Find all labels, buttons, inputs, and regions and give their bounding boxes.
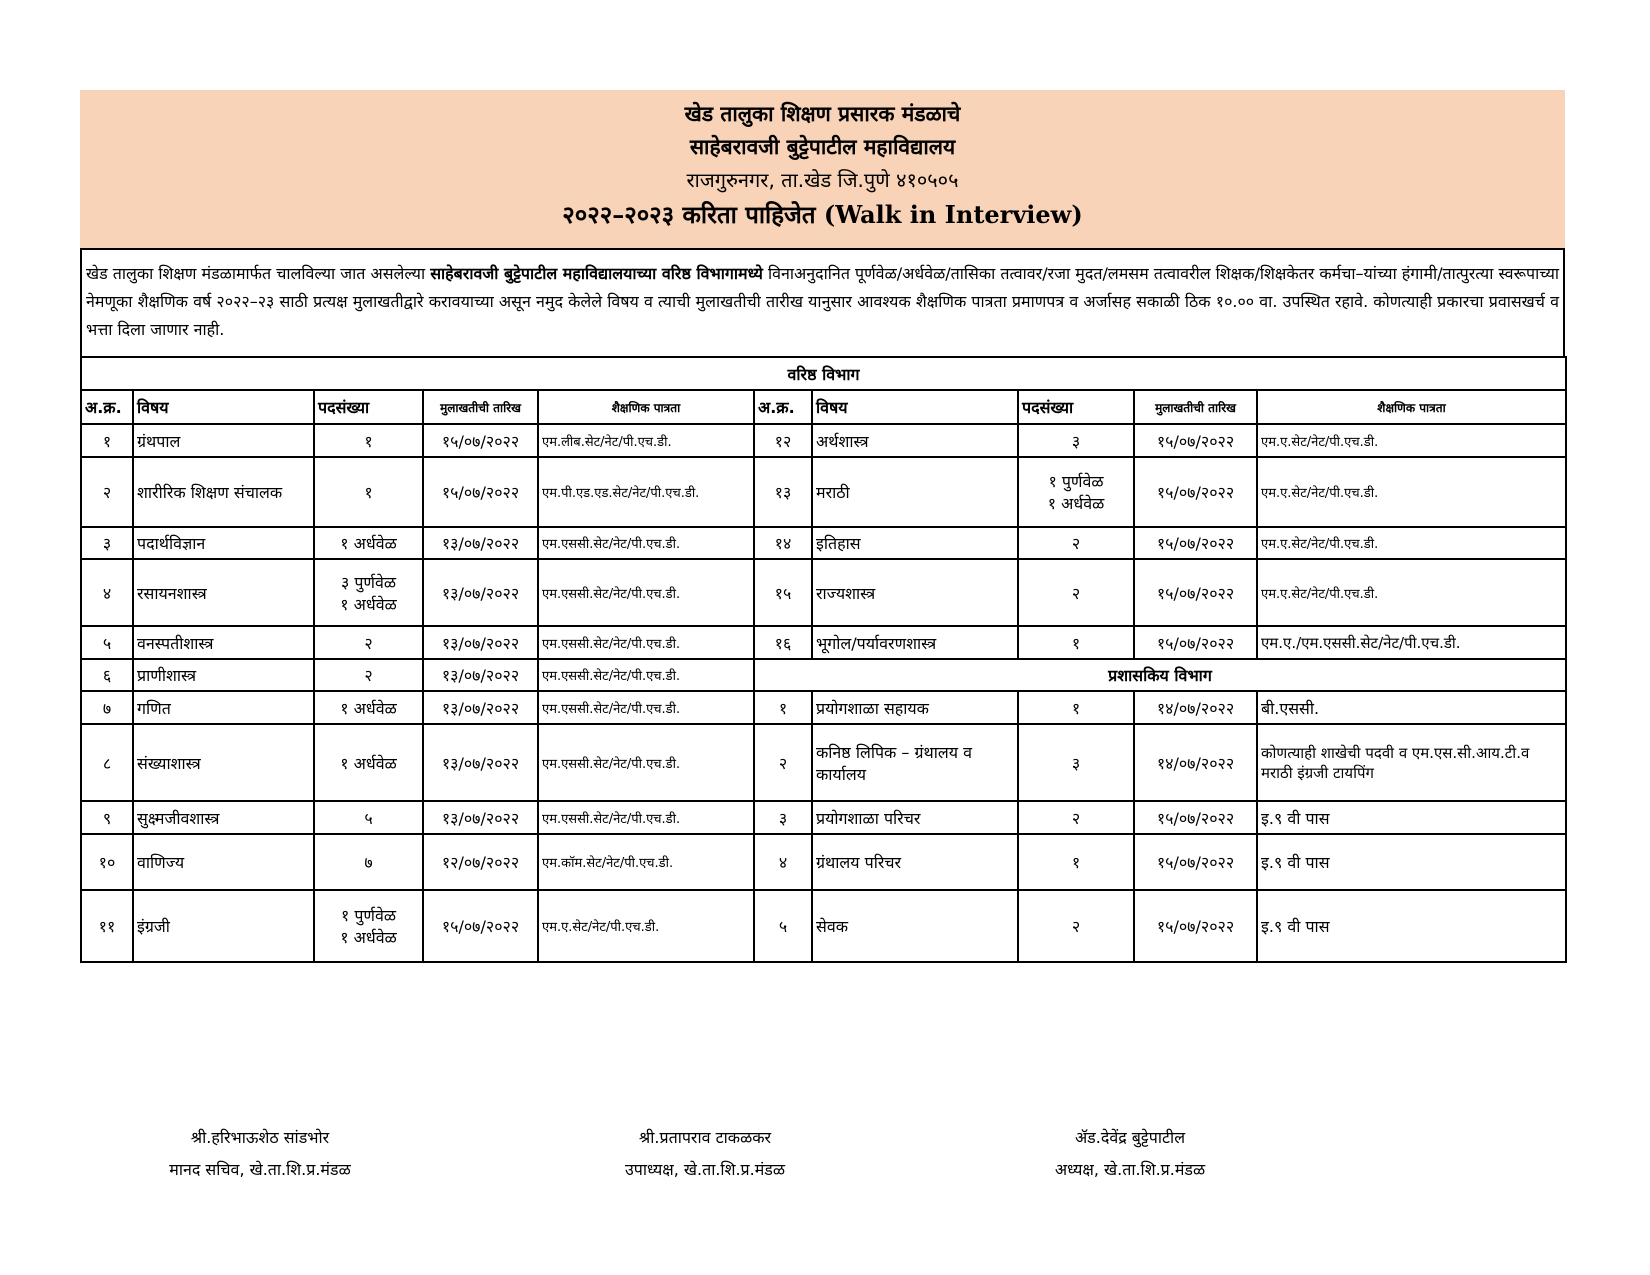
subject-cell: गणित xyxy=(133,691,314,724)
signature-block-secretary xyxy=(135,1122,385,1186)
date-cell: १५/०७/२०२२ xyxy=(423,457,538,527)
date-cell: १२/०७/२०२२ xyxy=(423,834,538,890)
intro-text-2: विनाअनुदानित पूर्णवेळ/अर्धवेळ/तासिका तत्वावर/रजा मुदत/लमसम तत्वावरील शिक्षक/शिक्षकेतर कर्मचा–यांच्या हंगामी/तात्पुरत्या स्वरूपाच्या नेमणूका शैक्षणिक वर्ष २०२२–२३ साठी प्रत्यक्ष मुलाखतीद्वारे करावयाच्या असून नमुद केलेले विषय व त्याची मुलाखतीची तारीख यानुसार आवश्यक शैक्षणिक पात्रता प्रमाणपत्र व अर्जासह सकाळी ठिक १०.०० वा. उपस्थित रहावे. कोणत्याही प्रकारचा प्रवासखर्च व भत्ता दिला जाणार नाही. xyxy=(86,264,1559,339)
posts-cell: १ xyxy=(314,457,423,527)
posts-cell: ३ xyxy=(1018,424,1134,457)
posts-line: १ अर्धवेळ xyxy=(340,594,397,614)
col-header-sr: अ.क्र. xyxy=(81,390,133,424)
qualification-cell: एम.पी.एड.एड.सेट/नेट/पी.एच.डी. xyxy=(538,457,754,527)
qualification-cell: एम.एससी.सेट/नेट/पी.एच.डी. xyxy=(538,691,754,724)
subject-cell: रसायनशास्त्र xyxy=(133,559,314,626)
posts-cell: १ xyxy=(314,424,423,457)
date-cell: १३/०७/२०२२ xyxy=(423,691,538,724)
serial-cell: ८ xyxy=(81,724,133,801)
qualification-cell: एम.लीब.सेट/नेट/पी.एच.डी. xyxy=(538,424,754,457)
qualification-cell: एम.एससी.सेट/नेट/पी.एच.डी. xyxy=(538,659,754,691)
table-row xyxy=(81,559,1566,626)
serial-cell: ७ xyxy=(81,691,133,724)
signatory-name: ॲड.देवेंद्र बुट्टेपाटील xyxy=(1074,1128,1186,1147)
date-cell: १५/०७/२०२२ xyxy=(423,424,538,457)
qualification-cell: एम.एससी.सेट/नेट/पी.एच.डी. xyxy=(538,724,754,801)
subject-cell: वाणिज्य xyxy=(133,834,314,890)
qualification-cell: एम.एससी.सेट/नेट/पी.एच.डी. xyxy=(538,559,754,626)
posts-cell: १ xyxy=(1018,626,1134,659)
serial-cell: १६ xyxy=(754,626,812,659)
date-cell: १५/०७/२०२२ xyxy=(1134,626,1257,659)
serial-cell: ३ xyxy=(754,801,812,834)
subject-cell: पदार्थविज्ञान xyxy=(133,527,314,559)
col-header-posts: पदसंख्या xyxy=(314,390,423,424)
table-row xyxy=(81,457,1566,527)
serial-cell: ९ xyxy=(81,801,133,834)
table-row xyxy=(81,424,1566,457)
serial-cell: ३ xyxy=(81,527,133,559)
qualification-cell: कोणत्याही शाखेची पदवी व एम.एस.सी.आय.टी.व मराठी इंग्रजी टायपिंग xyxy=(1257,724,1566,801)
signatory-name: श्री.प्रतापराव टाकळकर xyxy=(638,1128,772,1147)
vacancy-table xyxy=(80,356,1567,963)
table-row xyxy=(81,724,1566,801)
col-header-subject: विषय xyxy=(812,390,1018,424)
subject-cell: इतिहास xyxy=(812,527,1018,559)
posts-cell: १ xyxy=(1018,691,1134,724)
signatory-title: अध्यक्ष, खे.ता.शि.प्र.मंडळ xyxy=(1054,1160,1206,1179)
posts-cell: ३ xyxy=(1018,724,1134,801)
col-header-posts: पदसंख्या xyxy=(1018,390,1134,424)
serial-cell: १० xyxy=(81,834,133,890)
serial-cell: १ xyxy=(81,424,133,457)
signatory-name: श्री.हरिभाऊशेठ सांडभोर xyxy=(190,1128,330,1147)
society-name: खेड तालुका शिक्षण प्रसारक मंडळाचे xyxy=(684,102,961,126)
posts-cell: ५ xyxy=(314,801,423,834)
posts-cell: २ xyxy=(1018,890,1134,962)
college-name: साहेबरावजी बुट्टेपाटील महाविद्यालय xyxy=(689,135,956,159)
col-header-qualification: शैक्षणिक पात्रता xyxy=(1257,390,1566,424)
signatory-title: उपाध्यक्ष, खे.ता.शि.प्र.मंडळ xyxy=(624,1160,786,1179)
posts-cell: १ xyxy=(1018,834,1134,890)
posts-line: १ अर्धवेळ xyxy=(1047,494,1105,513)
qualification-cell: एम.ए.सेट/नेट/पी.एच.डी. xyxy=(1257,527,1566,559)
serial-cell: २ xyxy=(81,457,133,527)
serial-cell: १५ xyxy=(754,559,812,626)
table-row xyxy=(81,527,1566,559)
intro-paragraph xyxy=(80,248,1565,356)
subject-cell: वनस्पतीशास्त्र xyxy=(133,626,314,659)
posts-cell: २ xyxy=(314,626,423,659)
posts-cell xyxy=(1018,457,1134,527)
intro-text-1: खेड तालुका शिक्षण मंडळामार्फत चालविल्या जात असलेल्या xyxy=(86,264,431,283)
date-cell: १५/०७/२०२२ xyxy=(1134,457,1257,527)
qualification-cell: एम.एससी.सेट/नेट/पी.एच.डी. xyxy=(538,527,754,559)
date-cell: १३/०७/२०२२ xyxy=(423,626,538,659)
subject-cell: संख्याशास्त्र xyxy=(133,724,314,801)
posts-cell xyxy=(314,559,423,626)
qualification-cell: एम.ए.सेट/नेट/पी.एच.डी. xyxy=(538,890,754,962)
posts-cell: ७ xyxy=(314,834,423,890)
qualification-cell: इ.९ वी पास xyxy=(1257,890,1566,962)
qualification-cell: इ.९ वी पास xyxy=(1257,834,1566,890)
date-cell: १५/०७/२०२२ xyxy=(1134,801,1257,834)
serial-cell: १२ xyxy=(754,424,812,457)
posts-line: १ अर्धवेळ xyxy=(340,928,397,947)
qualification-cell: इ.९ वी पास xyxy=(1257,801,1566,834)
subject-cell: राज्यशास्त्र xyxy=(812,559,1018,626)
col-header-subject: विषय xyxy=(133,390,314,424)
qualification-cell: एम.कॉम.सेट/नेट/पी.एच.डी. xyxy=(538,834,754,890)
section-heading-admin: प्रशासकिय विभाग xyxy=(754,659,1566,691)
qualification-cell: एम.एससी.सेट/नेट/पी.एच.डी. xyxy=(538,626,754,659)
qualification-cell: एम.ए.सेट/नेट/पी.एच.डी. xyxy=(1257,559,1566,626)
signature-block-president xyxy=(1005,1122,1255,1186)
college-address: राजगुरुनगर, ता.खेड जि.पुणे ४१०५०५ xyxy=(686,168,959,192)
col-header-qualification: शैक्षणिक पात्रता xyxy=(538,390,754,424)
posts-cell xyxy=(314,890,423,962)
serial-cell: ४ xyxy=(81,559,133,626)
qualification-cell: एम.एससी.सेट/नेट/पी.एच.डी. xyxy=(538,801,754,834)
signature-block-vice-president xyxy=(580,1122,830,1186)
subject-cell: इंग्रजी xyxy=(133,890,314,962)
signatory-title: मानद सचिव, खे.ता.शि.प्र.मंडळ xyxy=(169,1160,351,1179)
subject-cell: मराठी xyxy=(812,457,1018,527)
qualification-cell: एम.ए./एम.एससी.सेट/नेट/पी.एच.डी. xyxy=(1257,626,1566,659)
table-row xyxy=(81,659,1566,691)
serial-cell: १४ xyxy=(754,527,812,559)
qualification-cell: एम.ए.सेट/नेट/पी.एच.डी. xyxy=(1257,457,1566,527)
date-cell: १३/०७/२०२२ xyxy=(423,659,538,691)
qualification-cell: बी.एससी. xyxy=(1257,691,1566,724)
posts-cell: २ xyxy=(1018,559,1134,626)
subject-cell: सेवक xyxy=(812,890,1018,962)
table-row xyxy=(81,801,1566,834)
subject-cell: प्रयोगशाळा सहायक xyxy=(812,691,1018,724)
subject-cell: ग्रंथालय परिचर xyxy=(812,834,1018,890)
table-row xyxy=(81,834,1566,890)
col-header-date: मुलाखतीची तारिख xyxy=(423,390,538,424)
date-cell: १४/०७/२०२२ xyxy=(1134,691,1257,724)
date-cell: १५/०७/२०२२ xyxy=(1134,834,1257,890)
date-cell: १३/०७/२०२२ xyxy=(423,559,538,626)
posts-line: १ पुर्णवेळ xyxy=(1048,472,1104,491)
table-row xyxy=(81,890,1566,962)
serial-cell: ४ xyxy=(754,834,812,890)
notice-title: २०२२–२०२३ करिता पाहिजेत (Walk in Interview) xyxy=(562,200,1083,229)
subject-cell: ग्रंथपाल xyxy=(133,424,314,457)
subject-cell: कनिष्ठ लिपिक – ग्रंथालय व कार्यालय xyxy=(812,724,1018,801)
serial-cell: ५ xyxy=(754,890,812,962)
col-header-sr: अ.क्र. xyxy=(754,390,812,424)
date-cell: १३/०७/२०२२ xyxy=(423,801,538,834)
serial-cell: ६ xyxy=(81,659,133,691)
date-cell: १३/०७/२०२२ xyxy=(423,527,538,559)
qualification-cell: एम.ए.सेट/नेट/पी.एच.डी. xyxy=(1257,424,1566,457)
subject-cell: प्रयोगशाळा परिचर xyxy=(812,801,1018,834)
serial-cell: ५ xyxy=(81,626,133,659)
posts-cell: १ अर्धवेळ xyxy=(314,724,423,801)
posts-cell: २ xyxy=(1018,527,1134,559)
posts-cell: २ xyxy=(1018,801,1134,834)
table-row xyxy=(81,691,1566,724)
date-cell: १५/०७/२०२२ xyxy=(1134,890,1257,962)
serial-cell: १ xyxy=(754,691,812,724)
date-cell: १५/०७/२०२२ xyxy=(423,890,538,962)
posts-cell: १ अर्धवेळ xyxy=(314,691,423,724)
col-header-date: मुलाखतीची तारिख xyxy=(1134,390,1257,424)
subject-cell: भूगोल/पर्यावरणशास्त्र xyxy=(812,626,1018,659)
serial-cell: २ xyxy=(754,724,812,801)
table-row xyxy=(81,626,1566,659)
date-cell: १४/०७/२०२२ xyxy=(1134,724,1257,801)
subject-cell: अर्थशास्त्र xyxy=(812,424,1018,457)
date-cell: १५/०७/२०२२ xyxy=(1134,559,1257,626)
intro-text-bold: साहेबरावजी बुट्टेपाटील महाविद्यालयाच्या वरिष्ठ विभागामध्ये xyxy=(430,264,763,283)
posts-cell: २ xyxy=(314,659,423,691)
date-cell: १५/०७/२०२२ xyxy=(1134,424,1257,457)
subject-cell: शारीरिक शिक्षण संचालक xyxy=(133,457,314,527)
notice-header xyxy=(80,90,1565,248)
section-heading-senior: वरिष्ठ विभाग xyxy=(81,357,1566,390)
posts-line: १ पुर्णवेळ xyxy=(340,906,397,925)
date-cell: १३/०७/२०२२ xyxy=(423,724,538,801)
notice-document xyxy=(80,90,1565,963)
table-header-row xyxy=(81,390,1566,424)
posts-cell: १ अर्धवेळ xyxy=(314,527,423,559)
serial-cell: १३ xyxy=(754,457,812,527)
posts-line: ३ पुर्णवेळ xyxy=(340,572,397,592)
subject-cell: सुक्ष्मजीवशास्त्र xyxy=(133,801,314,834)
subject-cell: प्राणीशास्त्र xyxy=(133,659,314,691)
date-cell: १५/०७/२०२२ xyxy=(1134,527,1257,559)
serial-cell: ११ xyxy=(81,890,133,962)
